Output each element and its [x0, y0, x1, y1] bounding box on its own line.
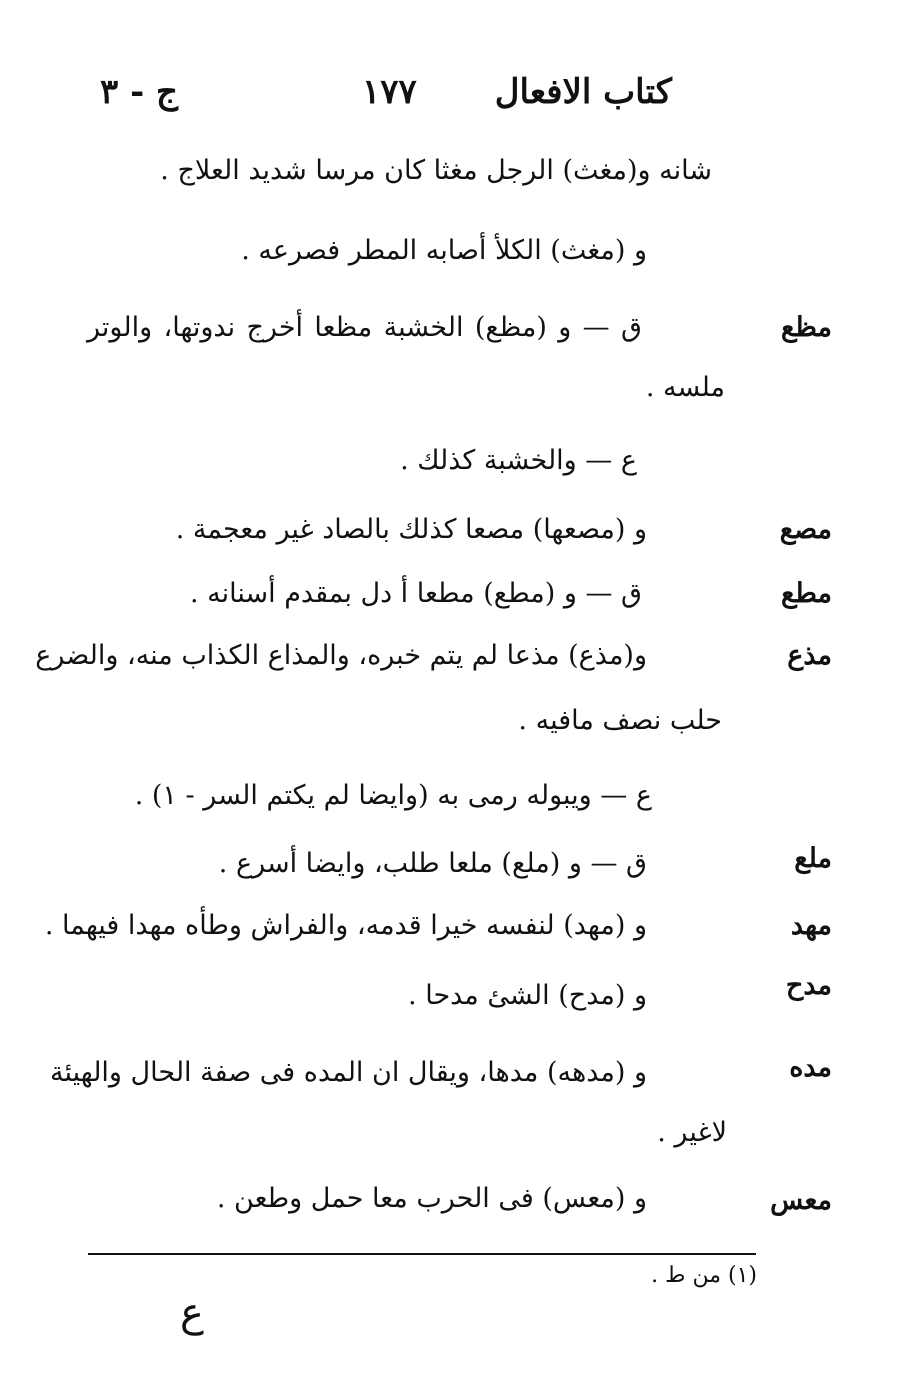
text-line: و(مذع) مذعا لم يتم خبره، والمذاع الكذاب منه، والضرع [35, 640, 647, 671]
root-word: مهد [790, 910, 832, 941]
text-line: و (مدح) الشئ مدحا . [408, 980, 647, 1011]
footnote-rule [88, 1253, 756, 1255]
footnote: (١) من ط . [651, 1263, 757, 1288]
text-line: و (مغث) الكلأ أصابه المطر فصرعه . [241, 235, 647, 266]
root-word: مذع [787, 640, 832, 671]
text-line: ق — و (مطع) مطعا أ دل بمقدم أسنانه . [189, 578, 642, 609]
volume-label: ج - ٣ [100, 72, 178, 112]
text-line: و (معس) فى الحرب معا حمل وطعن . [216, 1183, 647, 1214]
page-number: ١٧٧ [362, 72, 417, 112]
text-line: و (مهد) لنفسه خيرا قدمه، والفراش وطأه مهدا فيهما . [44, 910, 647, 941]
root-word: مده [789, 1052, 832, 1083]
text-line: ع — ويبوله رمى به (وايضا لم يكتم السر - ١) . [134, 780, 652, 811]
text-line: ق — و (مظع) الخشبة مظعا أخرج ندوتها، والوتر [87, 312, 642, 343]
catchword: ع [180, 1290, 204, 1336]
root-word: ملع [794, 843, 832, 874]
text-line: حلب نصف مافيه . [518, 705, 722, 736]
text-line: و (مدهه) مدها، ويقال ان المده فى صفة الحال والهيئة [49, 1057, 647, 1088]
text-line: لاغير . [657, 1117, 727, 1148]
text-line: ملسه . [645, 372, 725, 403]
root-word: مصع [779, 514, 832, 545]
root-word: مظع [781, 312, 832, 343]
root-word: معس [770, 1185, 832, 1216]
book-title: كتاب الافعال [494, 72, 672, 112]
text-line: ع — والخشبة كذلك . [400, 445, 637, 476]
root-word: مدح [785, 970, 832, 1001]
root-word: مطع [781, 578, 832, 609]
text-line: شانه و(مغث) الرجل مغثا كان مرسا شديد العلاج . [160, 155, 712, 186]
text-line: ق — و (ملع) ملعا طلب، وايضا أسرع . [218, 848, 647, 879]
text-line: و (مصعها) مصعا كذلك بالصاد غير معجمة . [175, 514, 647, 545]
